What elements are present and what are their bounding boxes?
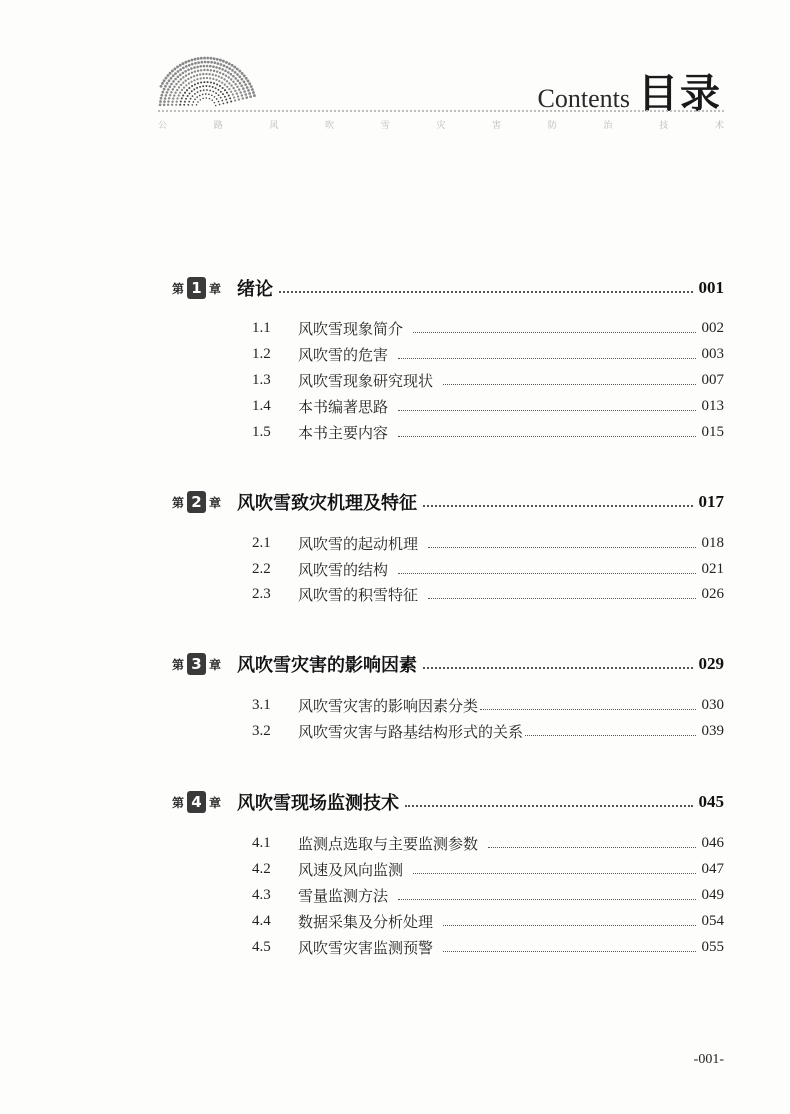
section-row-3-2[interactable] <box>252 719 724 743</box>
section-title: 雪量监测方法 <box>298 886 389 905</box>
chapter-badge <box>172 791 221 813</box>
section-number: 4.3 <box>252 886 271 903</box>
chapter-prefix: 第 <box>172 657 185 672</box>
dot-leader <box>423 667 692 669</box>
dot-leader <box>423 505 692 507</box>
section-number: 1.1 <box>252 319 271 336</box>
section-number: 3.1 <box>252 696 271 713</box>
chapter-badge <box>172 277 221 299</box>
header-series-text <box>158 118 724 131</box>
chapter-number: 2 <box>187 491 206 513</box>
section-page: 054 <box>701 912 724 929</box>
chapter-page: 029 <box>698 654 724 673</box>
section-row-4-1[interactable] <box>252 831 724 855</box>
section-title: 风吹雪的结构 <box>298 560 389 579</box>
chapter-title: 风吹雪致灾机理及特征 <box>237 493 418 514</box>
dot-leader <box>488 847 695 848</box>
section-page: 007 <box>701 371 724 388</box>
series-char: 吹 <box>325 121 335 131</box>
chapter-badge <box>172 653 221 675</box>
section-row-4-3[interactable] <box>252 883 724 907</box>
section-title: 风吹雪的危害 <box>298 345 389 364</box>
chapter-prefix: 第 <box>172 281 185 296</box>
dot-leader <box>428 598 695 599</box>
chapter-title: 风吹雪灾害的影响因素 <box>237 655 418 676</box>
section-page: 049 <box>701 886 724 903</box>
chapter-page: 001 <box>698 278 724 297</box>
chapter-suffix: 章 <box>209 495 222 510</box>
section-number: 1.3 <box>252 371 271 388</box>
section-row-2-2[interactable] <box>252 557 724 581</box>
section-number: 2.2 <box>252 560 271 577</box>
dot-leader <box>443 925 695 926</box>
series-char: 路 <box>213 121 223 131</box>
section-title: 风吹雪现象研究现状 <box>298 371 434 390</box>
chapter-title: 绪论 <box>237 279 274 300</box>
section-title: 风吹雪灾害的影响因素分类 <box>298 696 479 715</box>
dot-leader <box>443 384 695 385</box>
title-chinese: 目录 <box>638 71 722 117</box>
section-title: 风吹雪灾害与路基结构形式的关系 <box>298 722 524 741</box>
section-number: 4.1 <box>252 834 271 851</box>
series-char: 风 <box>269 121 279 131</box>
chapter-number: 1 <box>187 277 206 299</box>
section-row-1-4[interactable] <box>252 394 724 418</box>
dot-leader <box>480 709 695 710</box>
dot-leader <box>279 291 692 293</box>
section-title: 本书编著思路 <box>298 397 389 416</box>
series-char: 灾 <box>436 121 446 131</box>
page-number: -001- <box>693 1052 724 1067</box>
series-char: 技 <box>659 121 669 131</box>
title-english: Contents <box>537 84 630 113</box>
series-char: 治 <box>603 121 613 131</box>
chapter-suffix: 章 <box>209 657 222 672</box>
section-page: 013 <box>701 397 724 414</box>
section-page: 039 <box>701 722 724 739</box>
section-number: 2.3 <box>252 585 271 602</box>
chapter-number: 3 <box>187 653 206 675</box>
chapter-row-4[interactable] <box>172 788 724 816</box>
section-title: 风吹雪现象简介 <box>298 319 404 338</box>
chapter-prefix: 第 <box>172 795 185 810</box>
dot-leader <box>525 735 695 736</box>
dot-leader <box>413 873 695 874</box>
section-row-3-1[interactable] <box>252 693 724 717</box>
section-row-2-3[interactable] <box>252 582 724 606</box>
chapter-prefix: 第 <box>172 495 185 510</box>
section-number: 4.2 <box>252 860 271 877</box>
chapter-row-1[interactable] <box>172 274 724 302</box>
chapter-badge <box>172 491 221 513</box>
dot-leader <box>398 573 695 574</box>
section-row-4-5[interactable] <box>252 935 724 959</box>
section-number: 1.2 <box>252 345 271 362</box>
series-char: 术 <box>714 121 724 131</box>
series-char: 公 <box>158 121 168 131</box>
section-number: 1.5 <box>252 423 271 440</box>
chapter-row-2[interactable] <box>172 488 724 516</box>
dot-leader <box>398 899 695 900</box>
section-title: 监测点选取与主要监测参数 <box>298 834 479 853</box>
section-title: 本书主要内容 <box>298 423 389 442</box>
section-number: 2.1 <box>252 534 271 551</box>
dot-leader <box>398 410 695 411</box>
chapter-title: 风吹雪现场监测技术 <box>237 793 400 814</box>
series-char: 防 <box>547 121 557 131</box>
header-divider <box>158 110 724 112</box>
section-page: 002 <box>701 319 724 336</box>
section-title: 风吹雪的起动机理 <box>298 534 419 553</box>
series-char: 害 <box>492 121 502 131</box>
chapter-suffix: 章 <box>209 281 222 296</box>
chapter-row-3[interactable] <box>172 650 724 678</box>
dot-leader <box>405 805 692 807</box>
section-title: 数据采集及分析处理 <box>298 912 434 931</box>
chapter-page: 017 <box>698 492 724 511</box>
section-page: 047 <box>701 860 724 877</box>
section-row-2-1[interactable] <box>252 531 724 555</box>
section-number: 4.5 <box>252 938 271 955</box>
chapter-number: 4 <box>187 791 206 813</box>
dot-leader <box>413 332 695 333</box>
section-number: 3.2 <box>252 722 271 739</box>
section-page: 026 <box>701 585 724 602</box>
dot-leader <box>428 547 695 548</box>
section-page: 030 <box>701 696 724 713</box>
dotted-arc-logo-icon <box>158 52 268 108</box>
section-title: 风吹雪灾害监测预警 <box>298 938 434 957</box>
section-row-4-2[interactable] <box>252 857 724 881</box>
section-page: 021 <box>701 560 724 577</box>
section-page: 003 <box>701 345 724 362</box>
section-page: 018 <box>701 534 724 551</box>
dot-leader <box>398 436 695 437</box>
chapter-suffix: 章 <box>209 795 222 810</box>
section-number: 4.4 <box>252 912 271 929</box>
section-title: 风速及风向监测 <box>298 860 404 879</box>
section-row-4-4[interactable] <box>252 909 724 933</box>
section-row-1-5[interactable] <box>252 420 724 444</box>
section-row-1-3[interactable] <box>252 368 724 392</box>
series-char: 雪 <box>380 121 390 131</box>
section-page: 015 <box>701 423 724 440</box>
dot-leader <box>398 358 695 359</box>
section-row-1-2[interactable] <box>252 342 724 366</box>
section-page: 046 <box>701 834 724 851</box>
section-title: 风吹雪的积雪特征 <box>298 585 419 604</box>
section-page: 055 <box>701 938 724 955</box>
section-row-1-1[interactable] <box>252 316 724 340</box>
section-number: 1.4 <box>252 397 271 414</box>
dot-leader <box>443 951 695 952</box>
chapter-page: 045 <box>698 792 724 811</box>
